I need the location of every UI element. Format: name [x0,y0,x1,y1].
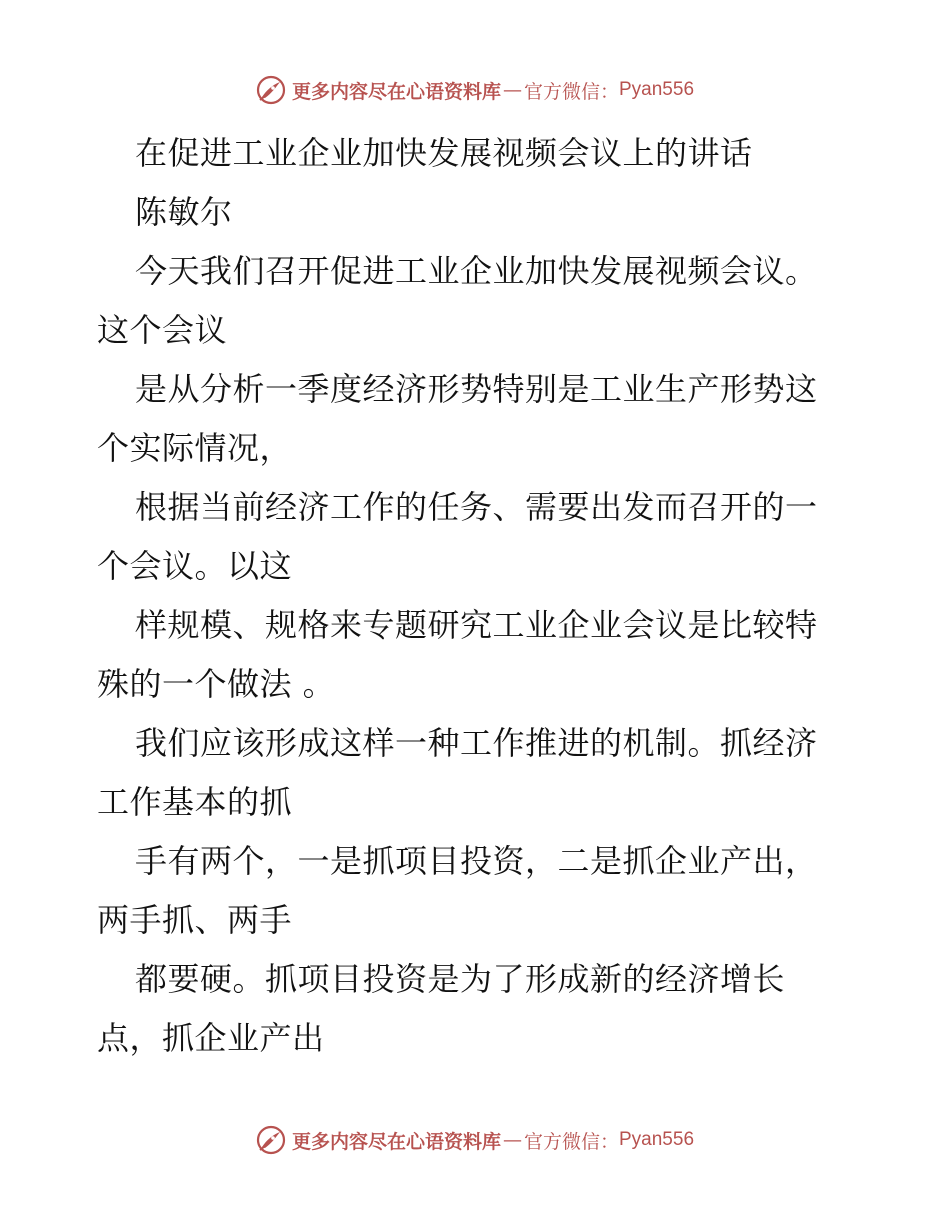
header-banner [0,70,950,110]
paragraph-line: 是从分析一季度经济形势特别是工业生产形势这 [135,370,818,408]
pen-nib-logo-icon [256,1125,286,1155]
document-title: 在促进工业企业加快发展视频会议上的讲话 [135,134,753,172]
paragraph-line: 两手抓、两手 [97,901,293,939]
paragraph-line: 这个会议 [97,311,228,349]
paragraph-line: 手有两个，一是抓项目投资，二是抓企业产出， [135,842,818,880]
banner-wechat-label: 官方微信： [523,80,619,103]
document-author: 陈敏尔 [135,193,233,231]
banner-main-text: 更多内容尽在心语资料库 [291,1130,501,1153]
paragraph-line: 个会议。以这 [97,547,293,585]
document-body [97,124,857,1068]
paragraph-line: 殊的一个做法 。 [97,665,336,703]
footer-banner [0,1120,950,1160]
paragraph-line: 个实际情况， [97,429,293,467]
paragraph-line: 我们应该形成这样一种工作推进的机制。抓经济 [135,724,818,762]
banner-main-text: 更多内容尽在心语资料库 [291,80,501,103]
paragraph-line: 工作基本的抓 [97,783,293,821]
banner-separator: — [502,79,522,101]
banner-wechat-handle: Pyan556 [619,79,695,100]
paragraph-line: 样规模、规格来专题研究工业企业会议是比较特 [135,606,818,644]
paragraph-line: 根据当前经济工作的任务、需要出发而召开的一 [135,488,818,526]
banner-separator: — [502,1129,522,1151]
pen-nib-logo-icon [256,75,286,105]
paragraph-line: 今天我们召开促进工业企业加快发展视频会议。 [135,252,818,290]
paragraph-line: 都要硬。抓项目投资是为了形成新的经济增长 [135,960,786,998]
banner-wechat-label: 官方微信： [523,1130,619,1153]
paragraph-line: 点，抓企业产出 [97,1019,325,1057]
banner-wechat-handle: Pyan556 [619,1129,695,1150]
